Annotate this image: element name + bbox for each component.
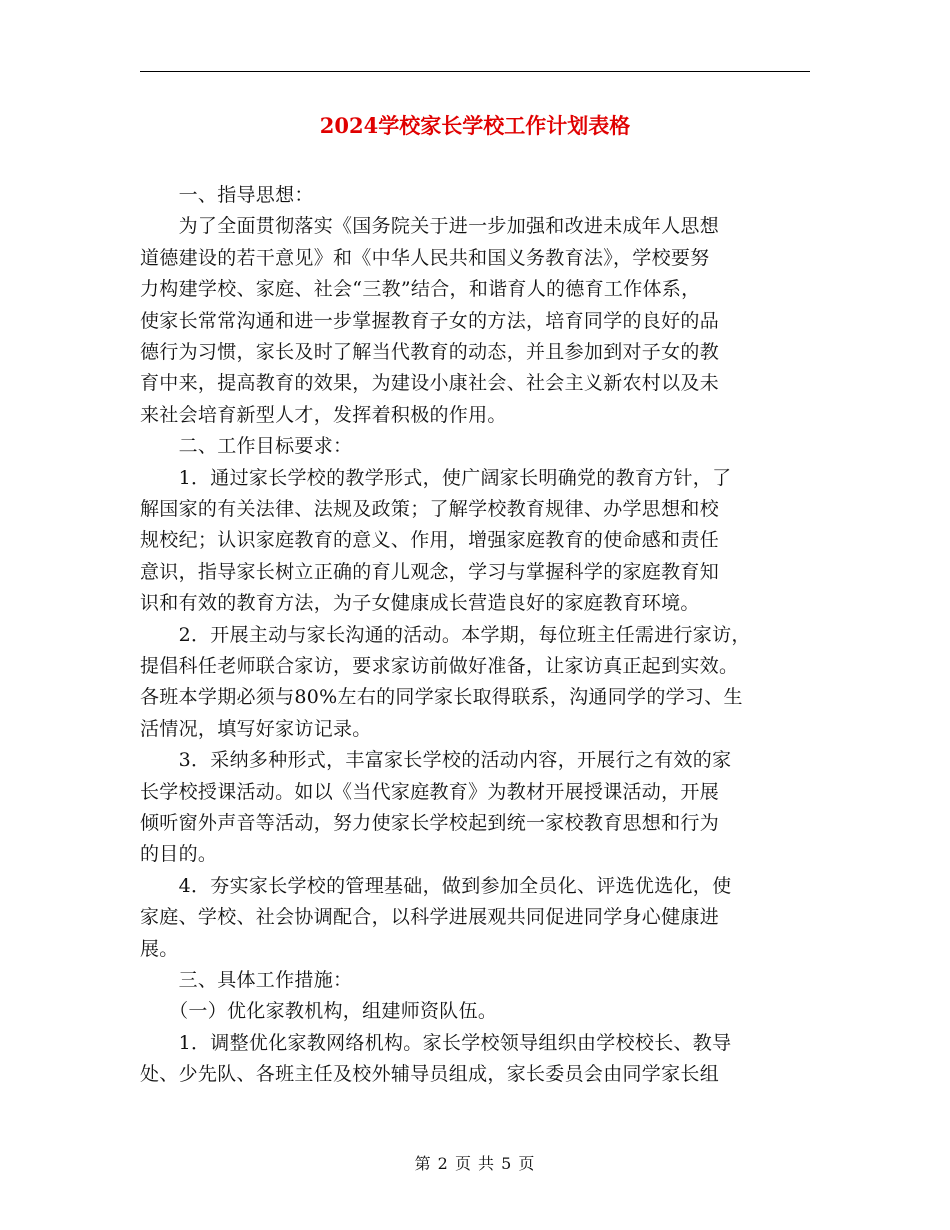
body-line: 规校纪；认识家庭教育的意义、作用，增强家庭教育的使命感和责任 — [140, 529, 720, 552]
body-line: 力构建学校、家庭、社会“三教”结合，和谐育人的德育工作体系， — [140, 278, 701, 301]
body-line: 道德建设的若干意见》和《中华人民共和国义务教育法》，学校要努 — [140, 246, 710, 269]
body-line: 活情况，填写好家访记录。 — [140, 717, 372, 740]
body-line: 展。 — [140, 937, 179, 960]
body-line: 一、指导思想： — [140, 184, 314, 206]
body-line: 提倡科任老师联合家访，要求家访前做好准备，让家访真正起到实效。 — [140, 655, 739, 677]
body-line: 倾听窗外声音等活动，努力使家长学校起到统一家校教育思想和行为 — [140, 812, 720, 834]
body-line: 4．夯实家长学校的管理基础，做到参加全员化、评选优选化，使 — [140, 874, 732, 897]
body-line: 来社会培育新型人才，发挥着积极的作用。 — [140, 403, 507, 426]
body-line: 长学校授课活动。如以《当代家庭教育》为教材开展授课活动，开展 — [140, 780, 720, 803]
body-line: 意识，指导家长树立正确的育儿观念，学习与掌握科学的家庭教育知 — [140, 560, 720, 583]
body-line: 3．采纳多种形式，丰富家长学校的活动内容，开展行之有效的家 — [140, 749, 732, 772]
body-line: 1．通过家长学校的教学形式，使广阔家长明确党的教育方针，了 — [140, 466, 732, 489]
header-rule — [140, 71, 810, 72]
body-line: 家庭、学校、社会协调配合，以科学进展观共同促进同学身心健康进 — [140, 906, 720, 929]
body-line: 育中来，提高教育的效果，为建设小康社会、社会主义新农村以及未 — [140, 372, 720, 395]
body-line: 的目的。 — [140, 843, 218, 866]
body-line: （一）优化家教机构，组建师资队伍。 — [140, 1000, 498, 1023]
body-line: 识和有效的教育方法，为子女健康成长营造良好的家庭教育环境。 — [140, 592, 700, 615]
body-line: 为了全面贯彻落实《国务院关于进一步加强和改进未成年人思想 — [140, 215, 720, 238]
body-line: 1．调整优化家教网络机构。家长学校领导组织由学校校长、教导 — [140, 1031, 732, 1054]
page-number: 第 2 页 共 5 页 — [414, 1154, 536, 1173]
body-line: 解国家的有关法律、法规及政策；了解学校教育规律、办学思想和校 — [140, 498, 720, 520]
body-line: 2．开展主动与家长沟通的活动。本学期，每位班主任需进行家访， — [140, 623, 751, 646]
body-line: 德行为习惯，家长及时了解当代教育的动态，并且参加到对子女的教 — [140, 341, 720, 363]
document-title: 2024学校家长学校工作计划表格 — [319, 113, 631, 138]
body-line: 二、工作目标要求： — [140, 435, 353, 458]
body-line: 处、少先队、各班主任及校外辅导员组成，家长委员会由同学家长组 — [140, 1063, 720, 1086]
body-line: 各班本学期必须与80%左右的同学家长取得联系，沟通同学的学习、生 — [140, 686, 743, 709]
body-line: 使家长常常沟通和进一步掌握教育子女的方法，培育同学的良好的品 — [140, 309, 720, 332]
body-line: 三、具体工作措施： — [140, 969, 353, 991]
